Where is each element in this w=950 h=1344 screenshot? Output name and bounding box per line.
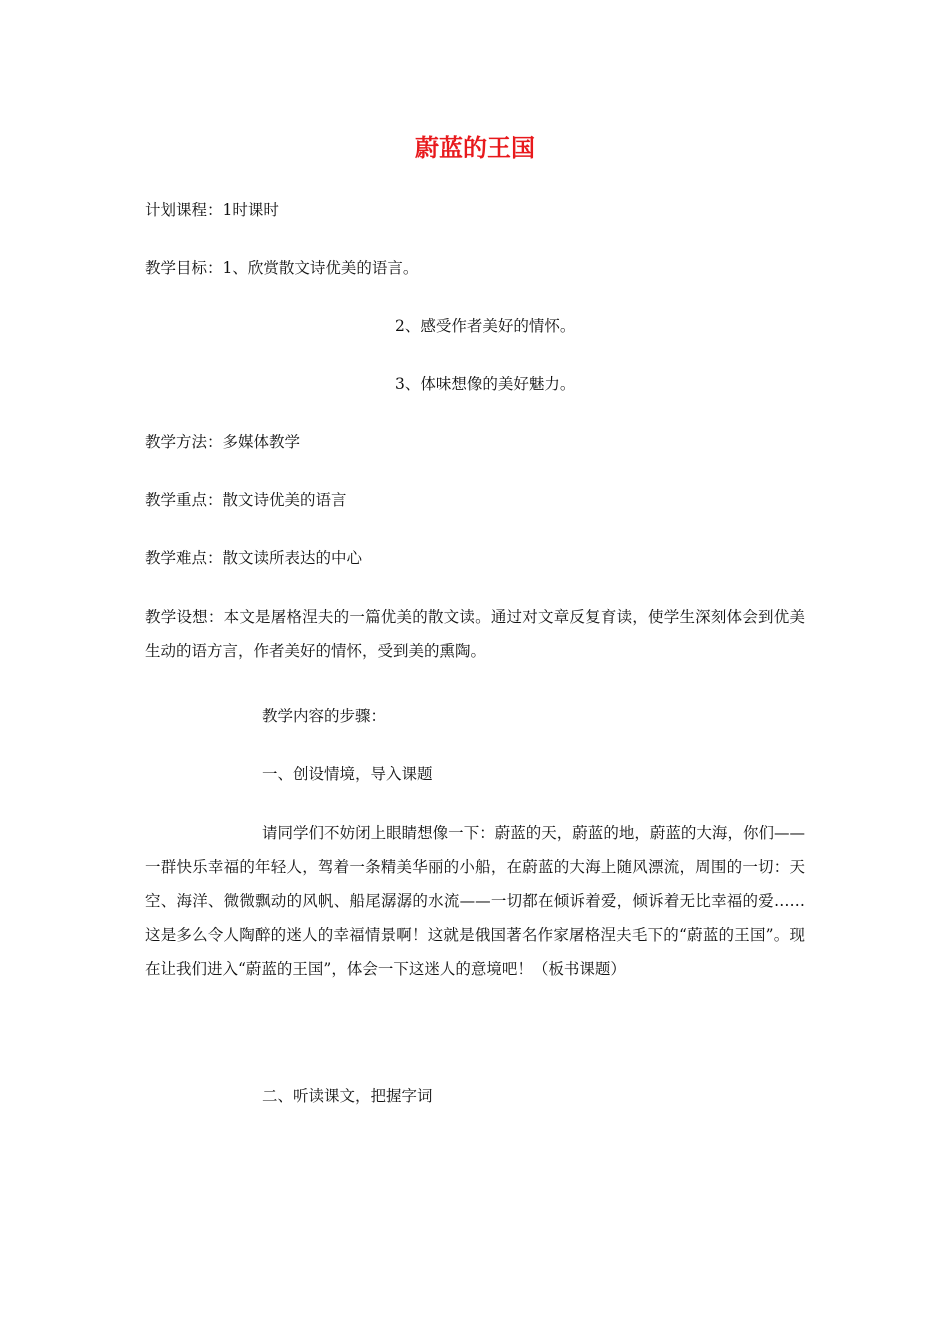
section-1-body: 请同学们不妨闭上眼睛想像一下：蔚蓝的天，蔚蓝的地，蔚蓝的大海，你们——一群快乐幸福的年轻人，驾着一条精美华丽的小船，在蔚蓝的大海上随风漂流，周围的一切：天空、海洋、微微飘动的风帆、船尾潺潺的水流——一切都在倾诉着爱，倾诉着无比幸福的爱……这是多么令人陶醉的迷人的幸福情景啊！这就是俄国著名作家屠格涅夫毛下的“蔚蓝的王国”。现在让我们进入“蔚蓝的王国”，体会一下这迷人的意境吧！（板书课题） (145, 824, 805, 978)
objective-3: 3、体味想像的美好魅力。 (395, 375, 576, 393)
steps-heading: 教学内容的步骤： (262, 707, 387, 725)
teaching-method: 教学方法：多媒体教学 (145, 433, 301, 451)
course-plan: 计划课程：1时课时 (145, 201, 279, 219)
teaching-design: 教学设想：本文是屠格涅夫的一篇优美的散文读。通过对文章反复育读，使学生深刻体会到优美生动的语方言，作者美好的情怀，受到美的熏陶。 (145, 608, 805, 660)
section-1-heading: 一、创设情境，导入课题 (262, 765, 433, 783)
section-2-heading: 二、听读课文，把握字词 (262, 1087, 433, 1105)
document-title: 蔚蓝的王国 (415, 134, 535, 162)
objective-1: 教学目标：1、欣赏散文诗优美的语言。 (145, 259, 419, 277)
teaching-key-point: 教学重点：散文诗优美的语言 (145, 491, 347, 509)
objective-2: 2、感受作者美好的情怀。 (395, 317, 576, 335)
teaching-difficulty: 教学难点：散文读所表达的中心 (145, 549, 363, 567)
